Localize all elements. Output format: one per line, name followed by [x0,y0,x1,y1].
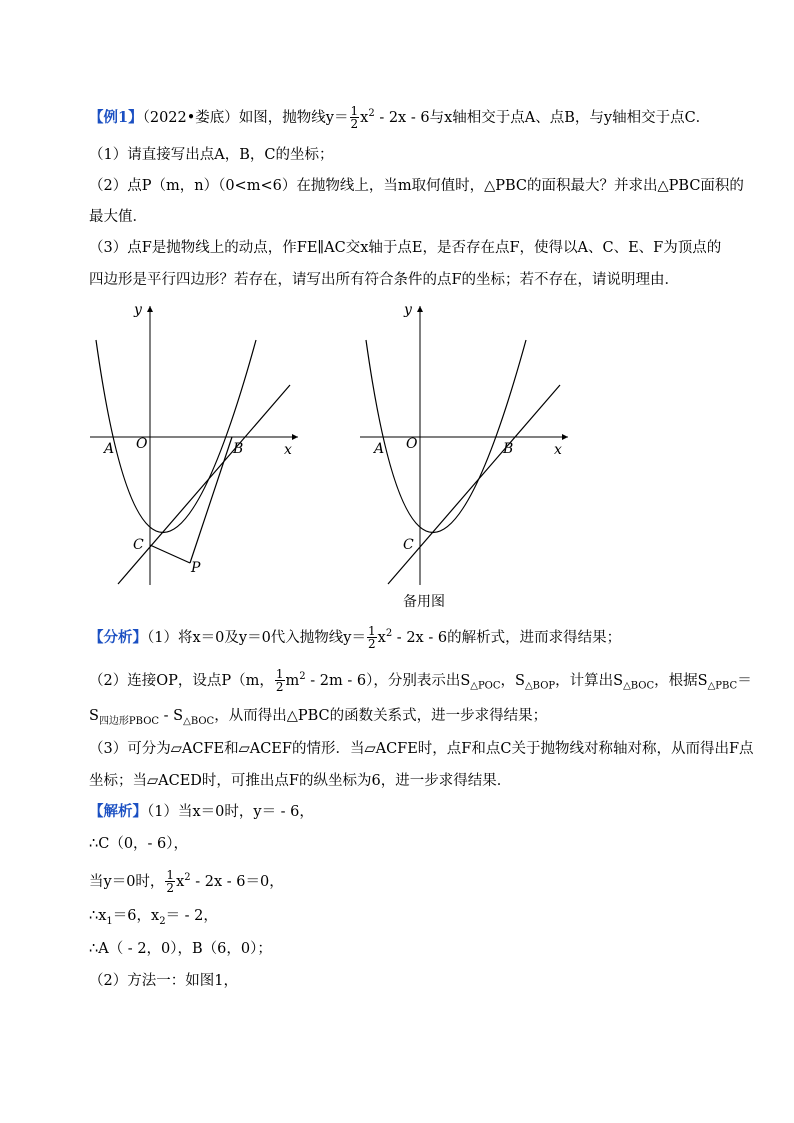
parabola-curve [96,340,256,533]
solution-line-5: ∴A（ - 2，0），B（6，0）； [89,941,272,957]
label-A: A [374,441,385,457]
fraction-one-half [350,105,360,130]
segment-cp [150,545,190,563]
analysis-text: ，根据S [654,672,708,689]
parabola-curve [366,340,526,533]
line-bc [388,385,560,584]
solution-text: ＝6，x [112,908,160,924]
analysis-text: - S [159,708,184,724]
question-2-line-1: （2）点P（m，n）（0<m<6）在抛物线上，当m取何值时，△PBC的面积最大？并求出△PBC面积的 [89,178,744,194]
label-P: P [191,560,201,576]
analysis-text: - 2x - 6的解析式，进而求得结果； [392,629,622,646]
solution-line-6: （2）方法一：如图1， [89,973,238,989]
solution-subscript: 2 [159,915,166,927]
solution-text: 当y＝0时， [89,873,165,890]
fraction-denominator: 2 [166,881,175,896]
fraction-denominator: 2 [368,637,376,652]
fraction-denominator: 2 [350,117,359,132]
solution-line-3 [89,868,284,894]
problem-exponent: 2 [368,108,375,119]
solution-line-1 [89,802,314,822]
fraction-numerator: 1 [166,868,175,883]
analysis-text: ，S [500,672,525,689]
analysis-line-1 [89,624,621,650]
solution-text: （1）当x＝0时，y＝ - 6， [147,804,314,820]
problem-line-1 [89,104,710,130]
analysis-text: （1）将x＝0及y＝0代入抛物线y＝ [147,629,366,646]
fraction-one-half [275,668,285,693]
label-O: O [406,436,418,452]
problem-intro-tail: - 2x - 6与x轴相交于点A、点B，与y轴相交于点C． [374,109,711,126]
question-1: （1）请直接写出点A，B，C的坐标； [89,147,334,163]
figure-caption: 备用图 [403,594,445,610]
solution-line-2: ∴C（0，- 6）， [89,836,189,852]
analysis-line-3 [89,706,547,732]
label-x: x [554,442,562,458]
problem-intro: 如图，抛物线y＝ [238,109,349,126]
label-y: y [134,302,142,318]
analysis-text: m [285,672,300,689]
figure-spare [350,300,590,595]
label-x: x [284,442,292,458]
label-B: B [233,441,244,457]
analysis-text: ，从而得出△PBC的函数关系式，进一步求得结果； [214,708,548,724]
analysis-subscript: 四边形PBOC [98,715,160,727]
fraction-numerator: 1 [368,624,376,639]
solution-text: x [176,873,185,890]
label-A: A [104,441,115,457]
line-bc [118,385,290,584]
analysis-subscript: △POC [470,680,501,692]
solution-line-4 [89,906,218,932]
fraction-one-half [367,625,377,650]
analysis-subscript: △BOC [183,715,215,727]
analysis-text: ＝ [737,672,752,689]
analysis-text: x [377,629,386,646]
solution-tag: 【解析】 [89,803,147,820]
analysis-line-5: 坐标；当▱ACED时，可推出点F的纵坐标为6，进一步求得结果． [89,773,512,789]
question-3-line-1: （3）点F是抛物线上的动点，作FE∥AC交x轴于点E，是否存在点F，使得以A、C、E、F为顶点的 [89,240,722,256]
solution-text: ∴x [89,908,107,924]
label-O: O [136,436,148,452]
solution-text: - 2x - 6＝0， [190,873,284,890]
solution-exponent: 2 [184,872,191,883]
analysis-text: （2）连接OP，设点P（m， [89,672,274,689]
example-tag: 【例1】 [89,108,143,126]
label-y: y [404,302,412,318]
analysis-exponent: 2 [385,628,393,639]
label-B: B [503,441,514,457]
analysis-subscript: △BOC [623,680,655,692]
label-C: C [133,537,144,553]
question-2-line-2: 最大值． [89,209,147,225]
analysis-line-2 [89,667,752,697]
analysis-text: S [89,708,99,724]
solution-subscript: 1 [106,915,113,927]
solution-text: ＝ - 2， [165,908,218,924]
segment-bp [190,437,232,563]
analysis-tag: 【分析】 [89,628,147,646]
analysis-text: ，计算出S [555,672,624,689]
fraction-one-half [165,869,175,894]
question-3-line-2: 四边形是平行四边形？若存在，请写出所有符合条件的点F的坐标；若不存在，请说明理由． [89,272,680,288]
analysis-subscript: △BOP [524,680,556,692]
fraction-denominator: 2 [275,680,284,695]
analysis-line-4: （3）可分为▱ACFE和▱ACEF的情形．当▱ACFE时，点F和点C关于抛物线对称轴对称，从而得出F点 [89,741,754,757]
fraction-numerator: 1 [350,104,359,119]
problem-intro-x: x [360,109,369,126]
analysis-exponent: 2 [299,671,306,682]
analysis-text: - 2m - 6），分别表示出S [305,672,471,689]
fraction-numerator: 1 [275,667,284,682]
label-C: C [403,537,414,553]
problem-source: （2022•娄底） [142,109,239,126]
analysis-subscript: △PBC [707,680,738,692]
figure-main [80,300,320,595]
